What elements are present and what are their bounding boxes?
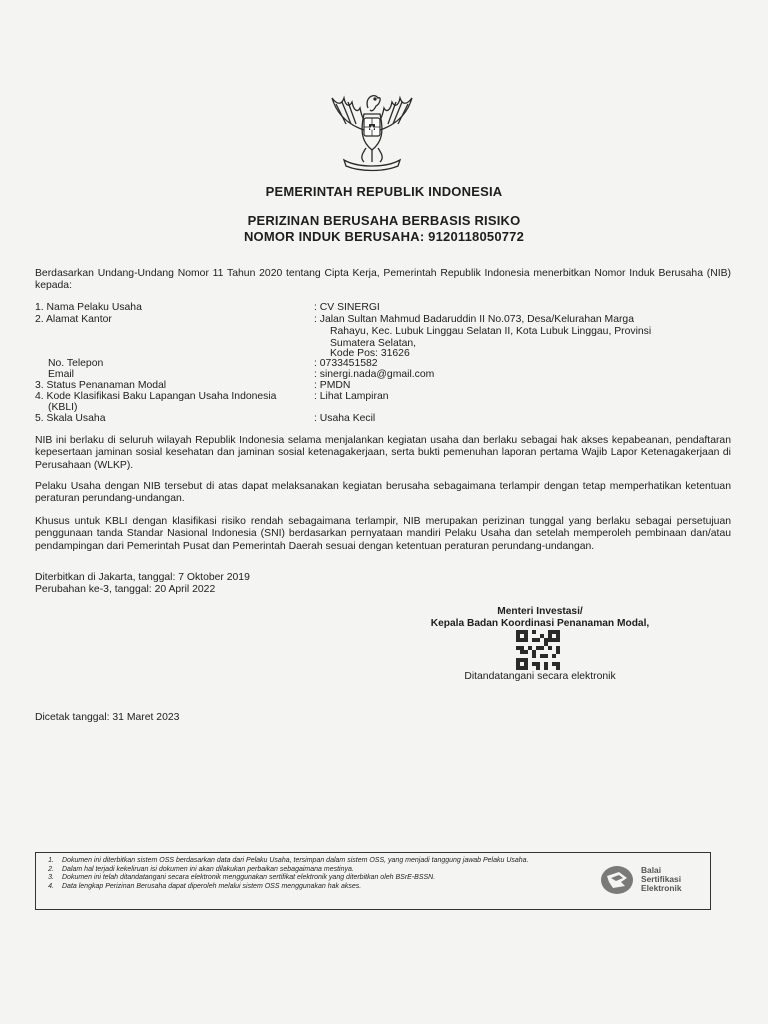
paragraph-activities: Pelaku Usaha dengan NIB tersebut di atas dapat melaksanakan kegiatan berusaha sebagaimana terlampir dengan tetap memperhatikan ketentuan peraturan perundang-undangan. — [35, 481, 731, 505]
nib-number: NOMOR INDUK BERUSAHA: 9120118050772 — [243, 229, 525, 244]
footer-notes-list — [42, 854, 602, 891]
field-label-telepon: No. Telepon — [48, 358, 104, 369]
field-label-status: 3. Status Penanaman Modal — [35, 380, 167, 391]
field-label-nama: 1. Nama Pelaku Usaha — [35, 302, 142, 313]
footer-note-number: 4. — [48, 882, 54, 890]
signatory-title-2: Kepala Badan Koordinasi Penanaman Modal, — [430, 618, 650, 629]
footer-note-text: Dokumen ini telah ditandatangani secara elektronik menggunakan sertifikat elektronik yang diterbitkan oleh BSrE-BSSN. — [62, 874, 436, 882]
footer-note-number: 2. — [48, 865, 54, 873]
bsre-label — [641, 866, 682, 894]
paragraph-kbli-sni: Khusus untuk KBLI dengan klasifikasi risiko rendah sebagaimana terlampir, NIB merupakan perizinan tunggal yang berlaku sebagai persetujuan penggunaan tanda Standar Nasional Indonesia (SNI) berdasarkan pernyataan mandiri Pelaku Usaha dan setelah memperoleh pembinaan dan/atau pendampingan dari Pemerintah Pusat dan Pemerintah Daerah sesuai dengan ketentuan peraturan perundang-undangan. — [35, 516, 731, 552]
bsre-line-3: Elektronik — [641, 883, 682, 894]
bsre-line-2: Sertifikasi — [641, 874, 682, 885]
field-value-alamat-line3: Sumatera Selatan, — [330, 338, 417, 349]
field-value-telepon: : 0733451582 — [314, 358, 378, 369]
footer-note — [42, 857, 602, 866]
field-value-alamat-line2: Rahayu, Kec. Lubuk Linggau Selatan II, Kota Lubuk Linggau, Provinsi — [330, 326, 652, 337]
field-value-alamat-line1: : Jalan Sultan Mahmud Badaruddin II No.073, Desa/Kelurahan Marga — [314, 314, 634, 325]
field-value-kbli: : Lihat Lampiran — [314, 391, 389, 402]
bsre-line-1: Balai — [641, 865, 662, 875]
printed-date: Dicetak tanggal: 31 Maret 2023 — [35, 712, 180, 723]
field-label-email: Email — [48, 369, 74, 380]
electronic-signature-note: Ditandatangani secara elektronik — [464, 671, 616, 682]
field-label-kbli-abbr: (KBLI) — [48, 402, 78, 413]
field-value-nama: : CV SINERGI — [314, 302, 380, 313]
footer-note-number: 3. — [48, 874, 54, 882]
field-label-alamat: 2. Alamat Kantor — [35, 314, 112, 325]
field-value-skala: : Usaha Kecil — [314, 413, 376, 424]
field-value-status: : PMDN — [314, 380, 351, 391]
field-label-skala: 5. Skala Usaha — [35, 413, 106, 424]
footer-note-text: Data lengkap Perizinan Berusaha dapat diperoleh melalui sistem OSS menggunakan hak akses. — [62, 882, 362, 890]
footer-note — [42, 883, 602, 892]
document-title: PERIZINAN BERUSAHA BERBASIS RISIKO — [247, 213, 521, 228]
bsre-logo — [597, 862, 707, 898]
intro-paragraph: Berdasarkan Undang-Undang Nomor 11 Tahun 2020 tentang Cipta Kerja, Pemerintah Republik Indonesia menerbitkan Nomor Induk Berusaha (NIB) kepada: — [35, 268, 731, 292]
footer-note — [42, 874, 602, 883]
garuda-emblem-icon — [324, 84, 420, 172]
amendment-date: Perubahan ke-3, tanggal: 20 April 2022 — [35, 584, 216, 595]
paragraph-validity: NIB ini berlaku di seluruh wilayah Republik Indonesia selama menjalankan kegiatan usaha dan berlaku sebagai hak akses kepabeanan, pendaftaran kepesertaan jaminan sosial kesehatan dan jaminan sosial ketenagakerjaan, serta bukti pemenuhan laporan pertama Wajib Lapor Ketenagakerjaan di Perusahaan (WLKP). — [35, 435, 731, 471]
field-value-email: : sinergi.nada@gmail.com — [314, 369, 435, 380]
field-value-alamat-kodepos: Kode Pos: 31626 — [330, 348, 410, 359]
field-label-kbli: 4. Kode Klasifikasi Baku Lapangan Usaha Indonesia — [35, 391, 277, 402]
footer-note-text: Dokumen ini diterbitkan sistem OSS berdasarkan data dari Pelaku Usaha, tersimpan dalam sistem OSS, yang menjadi tanggung jawab Pelaku Usaha. — [62, 857, 529, 864]
qr-code-icon — [516, 630, 560, 670]
footer-note-text: Dalam hal terjadi kekeliruan isi dokumen ini akan dilakukan perbaikan sebagaimana mestinya. — [62, 865, 354, 873]
issued-date: Diterbitkan di Jakarta, tanggal: 7 Oktober 2019 — [35, 572, 250, 583]
footer-note — [42, 866, 602, 875]
bsre-logo-icon — [599, 864, 635, 896]
footer-note-number: 1. — [48, 857, 54, 864]
government-title: PEMERINTAH REPUBLIK INDONESIA — [265, 184, 503, 199]
signatory-title-1: Menteri Investasi/ — [497, 606, 583, 617]
